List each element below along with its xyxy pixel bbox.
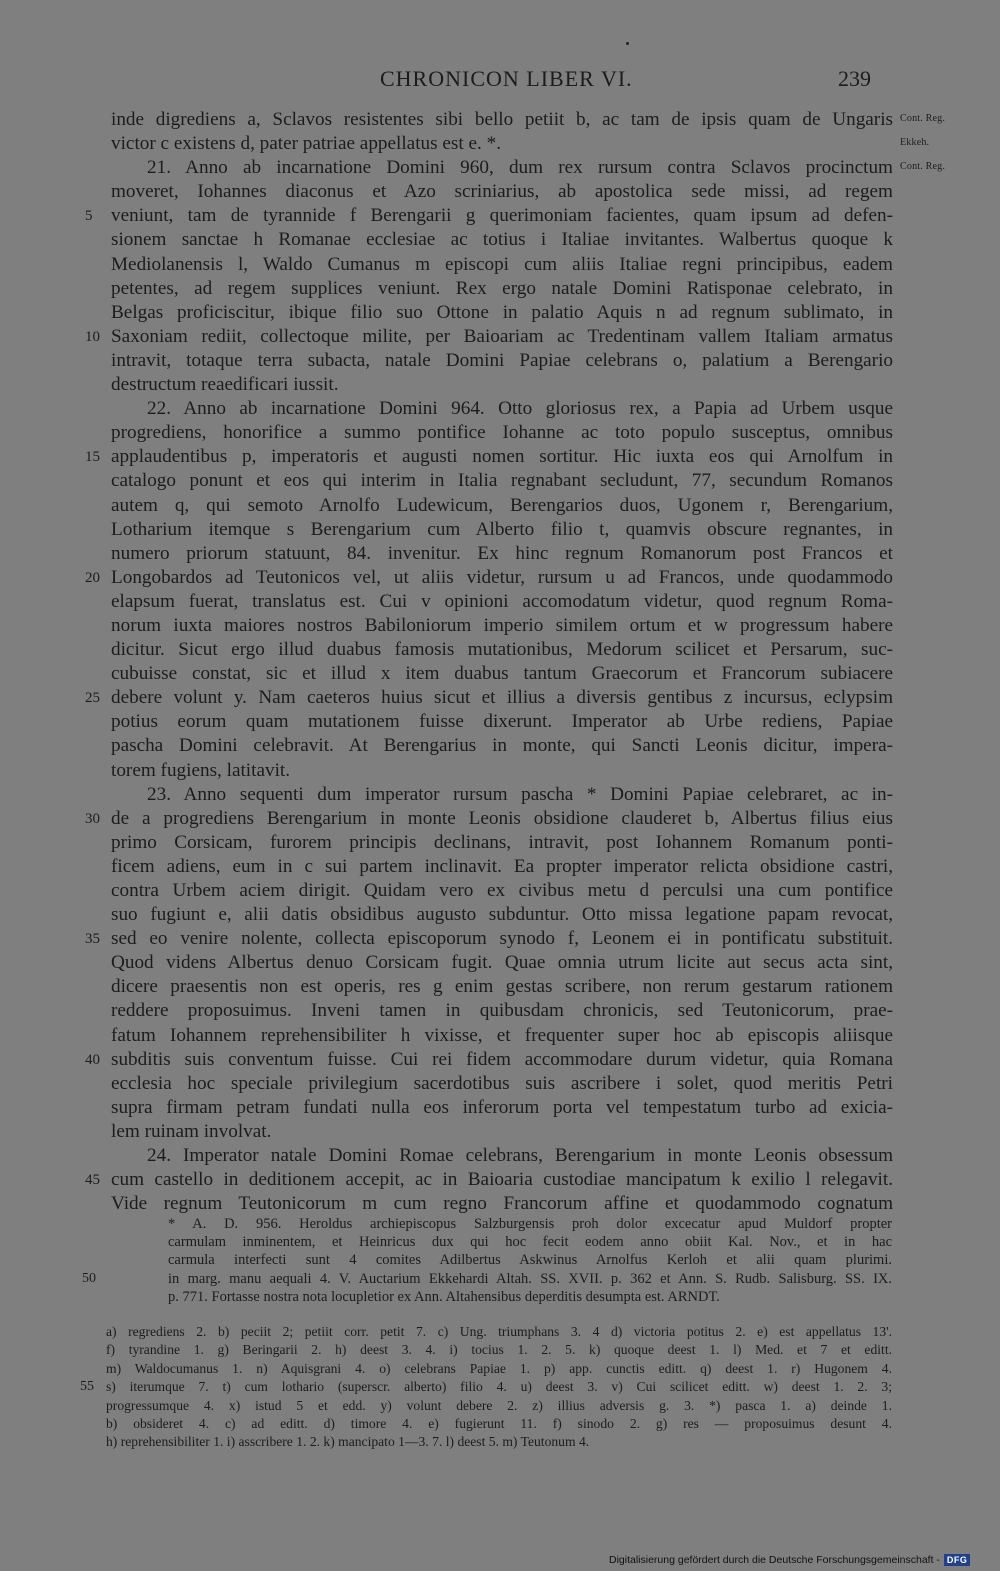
text-line-text: suo fugiunt e, alii datis obsidibus augusto subduntur. Otto missa legatione papam revocat, (111, 904, 893, 926)
text-line (111, 469, 893, 493)
text-line-text: intravit, totaque terra subacta, natale Domini Papiae celebrans o, palatium a Berengario (111, 349, 893, 371)
text-line (111, 1120, 893, 1144)
text-line-text: primo Corsicam, furorem principis declinans, intravit, post Iohannem Romanum ponti- (111, 831, 893, 853)
text-line (111, 879, 893, 903)
speck (626, 42, 629, 45)
text-line (111, 710, 893, 734)
text-line-text: de a progrediens Berengarium in monte Leonis obsidione clauderet b, Albertus filius eius (111, 807, 893, 829)
line-number: 20 (85, 569, 100, 586)
footer-credit (609, 1552, 970, 1568)
text-line (111, 108, 893, 132)
line-number: 25 (85, 690, 100, 707)
text-line-text: numero priorum statuunt, 84. invenitur. Ex hinc regnum Romanorum post Francos et (111, 542, 893, 564)
text-line (111, 662, 893, 686)
text-line (85, 445, 893, 469)
line-number: 10 (85, 328, 100, 345)
text-line-text: moveret, Iohannes diaconus et Azo scriniarius, ab apostolica sede missi, ad regem (111, 181, 893, 203)
text-line-text: cum castello in deditionem accepit, ac in Baioaria custodiae mancipatum k exilio l relegavit. (111, 1169, 893, 1191)
text-line (111, 397, 893, 421)
text-line (85, 566, 893, 590)
text-line (111, 301, 893, 325)
line-number: 15 (85, 449, 100, 466)
text-line-text: 23. Anno sequenti dum imperator rursum pascha * Domini Papiae celebraret, ac in- (147, 783, 893, 805)
text-line-text: 24. Imperator natale Domini Romae celebrans, Berengarium in monte Leonis obsessum (147, 1145, 893, 1167)
apparatus-line-text: f) tyrandine 1. g) Beringarii 2. h) deest 3. 4. i) tocius 1. 2. 5. k) quoque deest 1. l) Med. et 7 et editt. (106, 1342, 892, 1358)
text-line-text: progrediens, honorifice a summo pontifice Iohanne ac toto populo susceptus, omnibus (111, 422, 893, 444)
text-line (111, 1096, 893, 1120)
text-line (85, 686, 893, 710)
margin-note: Cont. Reg. (900, 161, 946, 172)
text-line (111, 277, 893, 301)
text-line (111, 421, 893, 445)
text-line (111, 783, 893, 807)
line-number: 5 (85, 208, 93, 225)
footnote-line (168, 1233, 892, 1251)
text-line-text: Mediolanensis l, Waldo Cumanus m episcopi cum aliis Italiae regni principibus, eadem (111, 253, 893, 275)
text-line (111, 590, 893, 614)
text-line-text: sed eo venire nolente, collecta episcoporum synodo f, Leonem ei in pontificatu substituit. (111, 928, 893, 950)
apparatus-line (106, 1323, 892, 1341)
line-number: 40 (85, 1051, 100, 1068)
apparatus-line-text: a) regrediens 2. b) peciit 2; petiit corr. petit 7. c) Ung. triumphans 3. 4 d) victoria potitus 2. e) est appellatus 13'. (106, 1324, 892, 1339)
text-line (111, 253, 893, 277)
text-line-text: fatum Iohannem reprehensibiliter h vixisse, et frequenter super hoc ab episcopis aliisque (111, 1024, 893, 1046)
text-line-text: Belgas proficiscitur, ibique filio suo Ottone in palatio Aquis n ad regnum sublimato, in (111, 301, 893, 323)
text-line (85, 325, 893, 349)
footnote-line-text: in marg. manu aequali 4. V. Auctarium Ekkehardi Altah. SS. XVII. p. 362 et Ann. S. Rudb. Salisburg. SS. IX. (168, 1270, 892, 1287)
text-line (111, 542, 893, 566)
text-line (111, 1024, 893, 1048)
dfg-logo: DFG (944, 1554, 971, 1566)
text-line (111, 180, 893, 204)
text-line-text: potius eorum quam mutationem fuisse dixerunt. Imperator ab Urbe rediens, Papiae (111, 711, 893, 733)
text-line-text: sionem sanctae h Romanae ecclesiae ac totius i Italiae invitantes. Walbertus quoque k (111, 229, 893, 251)
text-line (111, 518, 893, 542)
text-line (111, 903, 893, 927)
text-line (111, 1072, 893, 1096)
text-line (111, 494, 893, 518)
text-line (111, 349, 893, 373)
text-line-text: 22. Anno ab incarnatione Domini 964. Otto gloriosus rex, a Papia ad Urbem usque (147, 398, 893, 420)
text-line (111, 373, 893, 397)
text-line-text: subditis suis conventum fuisse. Cui rei fidem accommodare durum videtur, quia Romana (111, 1048, 893, 1070)
text-line (111, 759, 893, 783)
apparatus-line (106, 1397, 892, 1415)
apparatus-line (106, 1415, 892, 1433)
apparatus-line-text: h) reprehensibiliter 1. i) asscribere 1. 2. k) mancipato 1—3. 7. l) deest 5. m) Teutonum 4. (106, 1434, 590, 1450)
text-line-text: reddere proposuimus. Inveni tamen in quibusdam chronicis, sed Teutonicorum, prae- (111, 1000, 893, 1022)
footnote-line (168, 1215, 892, 1233)
footnote-line-text: p. 771. Fortasse nostra nota locupletior ex Ann. Altahensibus deperditis desumpta est. ARNDT. (168, 1288, 720, 1305)
text-line (111, 132, 893, 156)
text-line (85, 1168, 893, 1192)
text-line (85, 1048, 893, 1072)
line-number: 35 (85, 931, 100, 948)
text-line (111, 1144, 893, 1168)
text-line (85, 807, 893, 831)
footnote-line (168, 1288, 892, 1306)
text-line (85, 204, 893, 228)
text-line (85, 927, 893, 951)
text-line-text: elapsum fuerat, translatus est. Cui v opinioni accomodatum videtur, quod regnum Roma- (111, 590, 893, 612)
text-line-text: dicitur. Sicut ergo illud duabus famosis mutationibus, Medorum scilicet et Persarum, suc- (111, 639, 893, 661)
apparatus-line-text: progressumque 4. x) istud 5 et edd. y) volunt debere 2. z) illius adversis g. 3. *) pasca 1. a) deinde 1. (106, 1397, 892, 1413)
critical-apparatus (80, 1323, 892, 1452)
text-line (111, 614, 893, 638)
text-line-text: Quod videns Albertus denuo Corsicam fugit. Quae omnia utrum licite aut secus acta sint, (111, 952, 893, 974)
apparatus-line-text: s) iterumque 7. t) cum lothario (superscr. alberto) filio 4. u) deest 3. v) Cui scilicet editt. w) deest 1. 2. 3; (106, 1379, 892, 1395)
text-line-text: destructum reaedificari iussit. (111, 374, 339, 396)
text-line (111, 951, 893, 975)
apparatus-line-text: b) obsideret 4. c) ad editt. d) timore 4. e) fugierunt 11. f) sinodo 2. g) res — proposuimus desunt 4. (106, 1415, 892, 1431)
text-line-text: supra firmam petram fundati nulla eos inferorum porta vel tempestatum turbo ad exicia- (111, 1096, 893, 1118)
text-line (111, 228, 893, 252)
text-line-text: applaudentibus p, imperatoris et augusti nomen sortitur. Hic iuxta eos qui Arnolfum in (111, 446, 893, 468)
text-line (111, 975, 893, 999)
text-line-text: ecclesia hoc speciale privilegium sacerdotibus suis ascribere i solet, quod meritis Petri (111, 1072, 893, 1094)
apparatus-line (106, 1360, 892, 1378)
text-line-text: autem q, qui semoto Arnolfo Ludewicum, Berengarios duos, Ugonem r, Berengarium, (111, 494, 893, 516)
text-line-text: 21. Anno ab incarnatione Domini 960, dum rex rursum contra Sclavos procinctum (147, 157, 893, 179)
text-line-text: contra Urbem aciem dirigit. Quidam vero ex civibus metu d perculsi una cum pontifice (111, 880, 893, 901)
text-line-text: debere volunt y. Nam caeteros huius sicut et illius a diversis gentibus z incursus, eclypsim (111, 687, 893, 709)
text-line-text: dicere praesentis non est operis, res g enim gestas scribere, non rerum gestarum rationem (111, 976, 893, 998)
footnote-line-text: carmula interfecti sunt 4 comites Adilbertus Askwinus Arnolfus Kerloh et alii quam plurimi. (168, 1252, 892, 1269)
margin-note: Cont. Reg. (900, 113, 946, 124)
text-line-text: ficem adiens, eum in c sui partem inclinavit. Ea propter imperator relicta obsidione castri, (111, 855, 893, 877)
text-line-text: Lotharium itemque s Berengarium cum Alberto filio t, quamvis obscure regnantes, in (111, 518, 893, 540)
line-number: 45 (85, 1172, 100, 1189)
line-number: 50 (82, 1270, 96, 1286)
running-title: CHRONICON LIBER VI. (380, 66, 633, 91)
footnote-line-text: * A. D. 956. Heroldus archiepiscopus Salzburgensis proh dolor excecatur apud Muldorf propter (168, 1216, 892, 1232)
text-line-text: victor c existens d, pater patriae appellatus est e. *. (111, 133, 501, 155)
text-line-text: inde digrediens a, Sclavos resistentes sibi bello petiit b, ac tam de ipsis quam de Ungaris (111, 109, 893, 130)
text-line-text: catalogo ponunt et eos qui interim in Italia regnabant secludunt, 77, secundum Romanos (111, 470, 893, 492)
text-line-text: Saxoniam rediit, collectoque milite, per Baioariam ac Tredentinam vallem Italiam armatus (111, 325, 893, 347)
footer-text: Digitalisierung gefördert durch die Deutsche Forschungsgemeinschaft - (609, 1554, 940, 1566)
main-text (85, 108, 893, 1216)
apparatus-line (106, 1341, 892, 1359)
text-line-text: norum iuxta maiores nostros Babiloniorum imperio similem ortum et w progressum habere (111, 614, 893, 636)
text-line-text: veniunt, tam de tyrannide f Berengarii g querimoniam facientes, quam ipsum ad defen- (111, 205, 893, 227)
text-line-text: Vide regnum Teutonicorum m cum regno Francorum affine et quodammodo cognatum (111, 1193, 893, 1215)
text-line-text: lem ruinam involvat. (111, 1120, 272, 1142)
footnote-line (82, 1270, 892, 1288)
text-line-text: cubuisse constat, sic et illud x item duabus tantum Graecorum et Francorum subiacere (111, 663, 893, 685)
margin-note: Ekkeh. (900, 137, 930, 148)
text-line-text: pascha Domini celebravit. At Berengarius in monte, qui Sancti Leonis dicitur, impera- (111, 735, 893, 757)
text-line (111, 855, 893, 879)
line-number: 55 (80, 1379, 94, 1395)
text-line-text: Longobardos ad Teutonicos vel, ut aliis videtur, rursum u ad Francos, unde quodammodo (111, 566, 893, 588)
text-line (111, 831, 893, 855)
text-line (111, 734, 893, 758)
apparatus-line (106, 1433, 892, 1451)
line-number: 30 (85, 810, 100, 827)
page-number: 239 (838, 66, 871, 91)
apparatus-line-text: m) Waldocumanus 1. n) Aquisgrani 4. o) celebrans Papiae 1. p) app. cunctis editt. q) deest 1. r) Hugonem 4. (106, 1360, 892, 1376)
apparatus-line (80, 1378, 892, 1396)
text-line (111, 999, 893, 1023)
text-line (111, 638, 893, 662)
text-line-text: torem fugiens, latitavit. (111, 759, 291, 781)
page-header (0, 66, 1000, 96)
text-line (111, 156, 893, 180)
footnote-line-text: carmulam inminentem, et Heinricus dux qui hoc fecit eodem anno obiit Kal. Nov., et in hac (168, 1234, 892, 1251)
footnote-line (168, 1251, 892, 1269)
text-line (111, 1192, 893, 1216)
footnote-block (82, 1215, 892, 1306)
text-line-text: petentes, ad regem supplices veniunt. Rex ergo natale Domini Ratisponae celebrato, in (111, 277, 893, 299)
